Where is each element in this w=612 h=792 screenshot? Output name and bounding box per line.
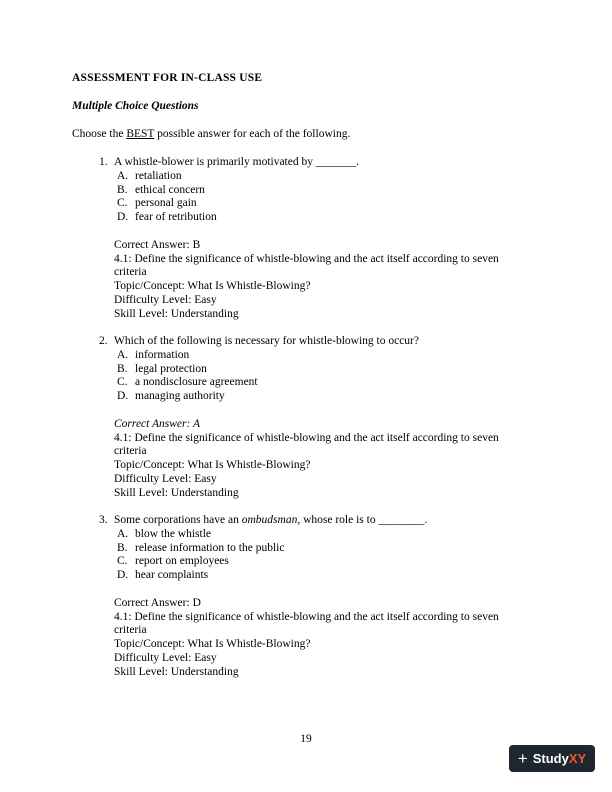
question-stem	[99, 514, 529, 528]
learning-objective-line2: criteria	[114, 266, 147, 279]
badge-text-accent: XY	[568, 750, 587, 766]
instructions-after: possible answer for each of the following.	[154, 128, 351, 140]
question-text-part: Which of the following is necessary for whistle-blowing to occur?	[114, 335, 419, 347]
correct-answer: Correct Answer: A	[114, 417, 201, 430]
answer-options	[117, 528, 529, 583]
answer-option-d	[117, 390, 529, 404]
question-number: 2.	[99, 335, 108, 347]
option-text: hear complaints	[135, 569, 209, 582]
instructions	[72, 128, 350, 142]
difficulty-level: Difficulty Level: Easy	[114, 472, 217, 485]
option-text: release information to the public	[135, 541, 285, 554]
answer-option-a	[117, 170, 529, 184]
subsection-heading: Multiple Choice Questions	[72, 100, 199, 112]
question-text	[114, 156, 359, 170]
option-text: managing authority	[135, 390, 225, 403]
difficulty-level: Difficulty Level: Easy	[114, 293, 217, 306]
question-3	[99, 514, 529, 680]
option-letter: C.	[117, 555, 128, 568]
topic-concept: Topic/Concept: What Is Whistle-Blowing?	[114, 459, 311, 472]
answer-option-d	[117, 211, 529, 225]
option-text: a nondisclosure agreement	[135, 376, 258, 389]
correct-answer: Correct Answer: D	[114, 596, 201, 609]
question-text-part: whose role is to ________.	[300, 514, 428, 526]
learning-objective-line2: criteria	[114, 445, 147, 458]
section-heading: ASSESSMENT FOR IN-CLASS USE	[72, 72, 263, 84]
option-letter: B.	[117, 362, 128, 375]
question-stem	[99, 335, 529, 349]
answer-option-c	[117, 197, 529, 211]
question-metadata	[114, 239, 529, 322]
topic-concept: Topic/Concept: What Is Whistle-Blowing?	[114, 280, 311, 293]
answer-options	[117, 349, 529, 404]
option-letter: B.	[117, 541, 128, 554]
question-1	[99, 156, 529, 322]
option-letter: C.	[117, 197, 128, 210]
option-text: fear of retribution	[135, 211, 217, 224]
answer-option-a	[117, 528, 529, 542]
difficulty-level: Difficulty Level: Easy	[114, 651, 217, 664]
skill-level: Skill Level: Understanding	[114, 665, 239, 678]
badge-text-main: Study	[532, 750, 569, 766]
option-letter: A.	[117, 169, 129, 182]
option-text: report on employees	[135, 555, 229, 568]
answer-option-b	[117, 184, 529, 198]
option-text: personal gain	[135, 197, 197, 210]
option-text: ethical concern	[135, 183, 205, 196]
learning-objective-line1: 4.1: Define the significance of whistle-blowing and the act itself according to seven	[114, 610, 499, 623]
answer-option-c	[117, 376, 529, 390]
skill-level: Skill Level: Understanding	[114, 486, 239, 499]
page-number: 19	[300, 733, 312, 745]
option-letter: A.	[117, 348, 129, 361]
answer-option-a	[117, 349, 529, 363]
skill-level: Skill Level: Understanding	[114, 307, 239, 320]
plus-icon: +	[517, 749, 528, 768]
learning-objective-line2: criteria	[114, 624, 147, 637]
question-number: 3.	[99, 514, 108, 526]
studyxy-badge[interactable]	[509, 745, 595, 772]
option-letter: D.	[117, 569, 129, 582]
option-text: legal protection	[135, 362, 207, 375]
question-text	[114, 335, 419, 349]
answer-option-c	[117, 555, 529, 569]
option-text: retaliation	[135, 169, 182, 182]
answer-option-b	[117, 542, 529, 556]
question-number: 1.	[99, 156, 108, 168]
answer-options	[117, 170, 529, 225]
option-letter: D.	[117, 211, 129, 224]
question-text-italic: ombudsman,	[241, 514, 301, 526]
option-text: blow the whistle	[135, 527, 212, 540]
correct-answer: Correct Answer: B	[114, 238, 201, 251]
option-text: information	[135, 348, 190, 361]
instructions-emphasis: BEST	[126, 128, 155, 140]
topic-concept: Topic/Concept: What Is Whistle-Blowing?	[114, 638, 311, 651]
instructions-before: Choose the	[72, 128, 127, 140]
question-metadata	[114, 597, 529, 680]
question-metadata	[114, 418, 529, 501]
option-letter: A.	[117, 527, 129, 540]
option-letter: C.	[117, 376, 128, 389]
question-text	[114, 514, 427, 528]
question-stem	[99, 156, 529, 170]
answer-option-b	[117, 363, 529, 377]
learning-objective-line1: 4.1: Define the significance of whistle-blowing and the act itself according to seven	[114, 252, 499, 265]
option-letter: B.	[117, 183, 128, 196]
answer-option-d	[117, 569, 529, 583]
learning-objective-line1: 4.1: Define the significance of whistle-blowing and the act itself according to seven	[114, 431, 499, 444]
question-text-part: Some corporations have an	[114, 514, 242, 526]
option-letter: D.	[117, 390, 129, 403]
question-text-part: A whistle-blower is primarily motivated by _______.	[114, 156, 359, 168]
question-2	[99, 335, 529, 501]
